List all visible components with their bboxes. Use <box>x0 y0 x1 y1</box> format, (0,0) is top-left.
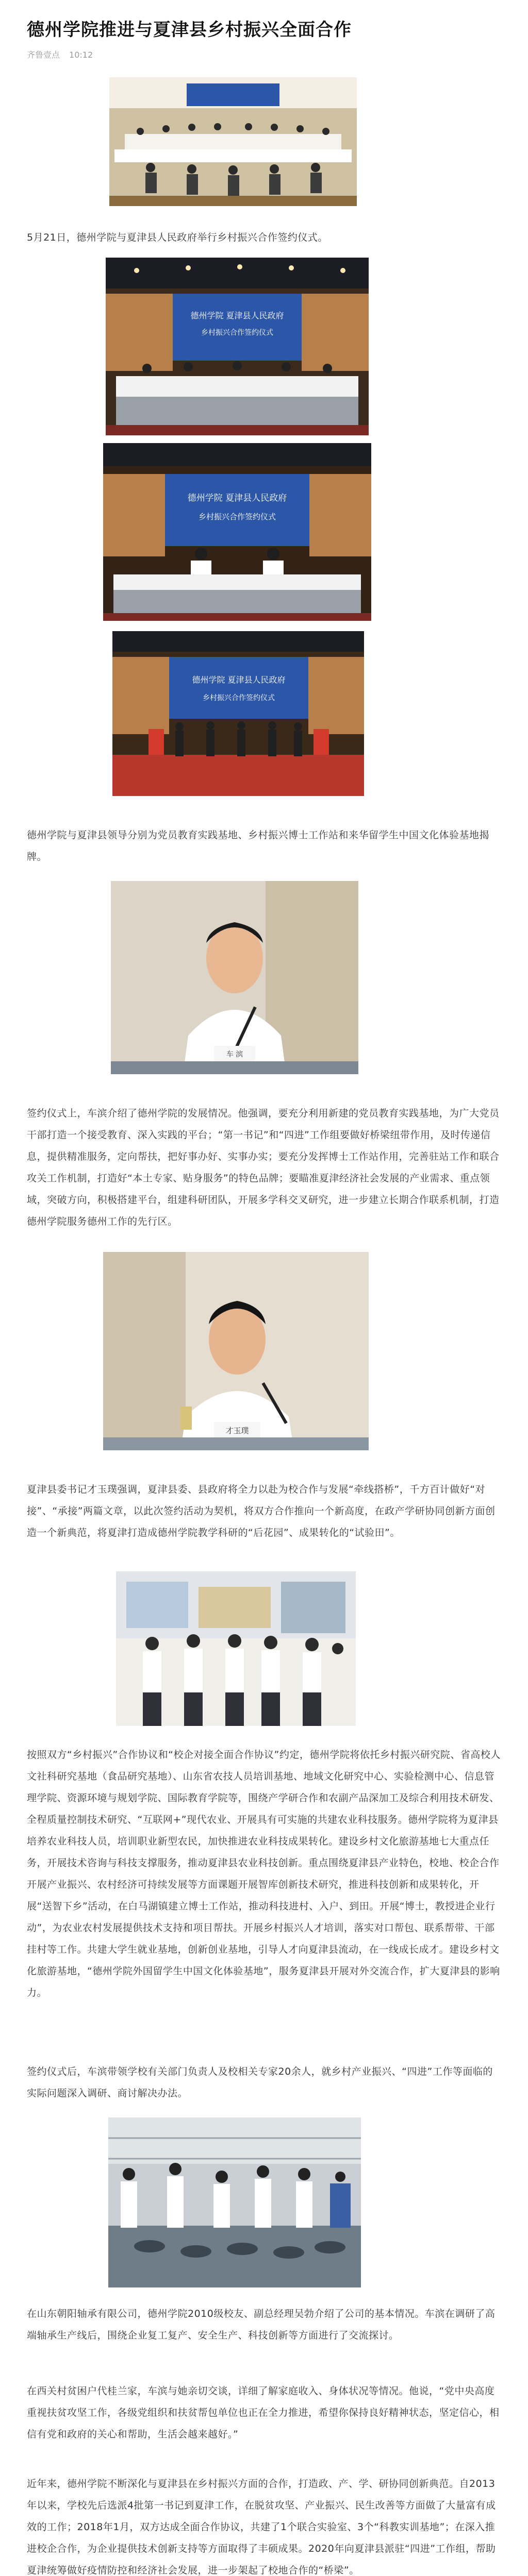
paragraph-5: 按照双方“乡村振兴”合作协议和“校企对接全面合作协议”约定，德州学院将依托乡村振兴研究院、省高校人文社科研究基地（食品研究基地）、山东省农技人员培训基地、地域文化研究中心、实验检测中心、信息管理学院、资源环境与规划学院、国际教育学院等，围绕产学研合作和农副产品深加工及综合利用技术研发、全程质量控制技术研究、“互联网+”现代农业、开展具有可实施的共建农业科技服务。德州学院将为夏津县培养农业科技人员，培训职业新型农民，加快推进农业科技成果转化。建设乡村文化旅游基地七大重点任务，开展技术咨询与科技支撑服务，推动夏津县农业科技创新。重点围绕夏津县产业特色，校地、校企合作开展产业振兴、农村经济可持续发展等方面课题开展智库创新技术研究，推进科技创新和成果转化，开展“送智下乡”活动，在白马湖镇建立博士工作站，推动科技进村、入户、到田。开展“博士，教授进企业行动”，为农业农村发展提供技术支持和项目帮扶。开展乡村振兴人才培训，落实对口帮包、联系帮带、干部挂村等工作。共建大学生就业基地，创新创业基地，引导人才向夏津县流动，在一线成长成才。建设乡村文化旅游基地，“德州学院外国留学生中国文化体验基地”，服务夏津县开展对外交流合作，扩大夏津县的影响力。 <box>27 1749 501 1998</box>
meeting-room-photo[interactable] <box>109 77 357 206</box>
banner-sub-text-3: 乡村振兴合作签约仪式 <box>203 694 275 702</box>
paragraph-1: 5月21日，德州学院与夏津县人民政府举行乡村振兴合作签约仪式。 <box>27 232 328 243</box>
nameplate-1: 车 滨 <box>226 1050 243 1059</box>
paragraph-4: 夏津县委书记才玉璞强调，夏津县委、县政府将全力以赴为校合作与发展“牵线搭桥”，千方百计做好“对接”、“承接”两篇文章，以此次签约活动为契机，将双方合作推向一个新高度，在政产学研协同创新方面创造一个新典范，将夏津打造成德州学院教学科研的“后花园”、成果转化的“试验田”。 <box>27 1484 496 1538</box>
banner-main-text-3: 德州学院 夏津县人民政府 <box>192 675 286 685</box>
banner-main-text: 德州学院 夏津县人民政府 <box>190 311 284 320</box>
speaker-che-bin-photo[interactable] <box>111 881 358 1074</box>
paragraph-6: 签约仪式后，车滨带领学校有关部门负责人及校相关专家20余人，就乡村产业振兴、“四进”工作等面临的实际问题深入调研、商讨解决办法。 <box>27 2066 493 2099</box>
article-source[interactable]: 齐鲁壹点 <box>27 50 60 60</box>
paragraph-7: 在山东朝阳轴承有限公司，德州学院2010级校友、副总经理吴勃介绍了公司的基本情况。车滨在调研了高端轴承生产线后，围绕企业复工复产、安全生产、科技创新等方面进行了交流探讨。 <box>27 2308 496 2341</box>
exhibition-visit-photo[interactable] <box>116 1571 356 1726</box>
factory-visit-photo[interactable] <box>108 2117 361 2287</box>
paragraph-2: 德州学院与夏津县领导分别为党员教育实践基地、乡村振兴博士工作站和来华留学生中国文化体验基地揭牌。 <box>27 829 490 862</box>
banner-main-text-2: 德州学院 夏津县人民政府 <box>187 493 287 503</box>
article-title: 德州学院推进与夏津县乡村振兴全面合作 <box>27 20 352 40</box>
paragraph-3: 签约仪式上，车滨介绍了德州学院的发展情况。他强调，要充分利用新建的党员教育实践基地，为广大党员干部打造一个接受教育、深入实践的平台；“第一书记”和“四进”工作组要做好桥梁纽带作用，及时传递信息，提供精准服务，定向帮扶，把好事办好、实事办实；要充分发挥博士工作站作用，完善驻站工作和联合攻关工作机制，打造好“本土专家、贴身服务”的特色品牌；要瞄准夏津经济社会发展的产业需求、重点领域，突破方向，积极搭建平台，组建科研团队，开展多学科交叉研究，进一步建立长期合作联系机制，打造德州学院服务德州工作的先行区。 <box>27 1108 500 1227</box>
signatories-photo[interactable] <box>103 443 371 621</box>
nameplate-2: 才玉璞 <box>225 1426 249 1435</box>
signing-stage-photo[interactable] <box>106 258 369 435</box>
article-time: 10:12 <box>69 50 93 60</box>
speaker-cai-yupu-photo[interactable] <box>103 1252 369 1450</box>
plaque-unveiling-photo[interactable] <box>112 631 364 796</box>
banner-sub-text-2: 乡村振兴合作签约仪式 <box>198 512 276 521</box>
article-meta <box>27 48 93 60</box>
banner-sub-text: 乡村振兴合作签约仪式 <box>201 329 273 337</box>
paragraph-8: 在西关村贫困户代桂兰家，车滨与她亲切交谈，详细了解家庭收入、身体状况等情况。他说，“党中央高度重视扶贫攻坚工作，各级党组织和扶贫帮包单位也正在全力推进，希望你保持良好精神状态，坚定信心，相信有党和政府的关心和帮助，生活会越来越好。” <box>27 2385 500 2440</box>
paragraph-9: 近年来，德州学院不断深化与夏津县在乡村振兴方面的合作，打造政、产、学、研协同创新典范。自2013年以来，学校先后选派4批第一书记到夏津工作，在脱贫攻坚、产业振兴、民生改善等方面做了大量富有成效的工作；2018年1月，双方达成全面合作协议，共建了1个联合实验室、3个“科教实训基地”；在深入推进校企合作，为企业提供技术创新支持等方面取得了丰硕成果。2020年向夏津县派驻“四进”工作组，帮助夏津统筹做好疫情防控和经济社会发展，进一步架起了校地合作的“桥梁”。 <box>27 2478 496 2576</box>
